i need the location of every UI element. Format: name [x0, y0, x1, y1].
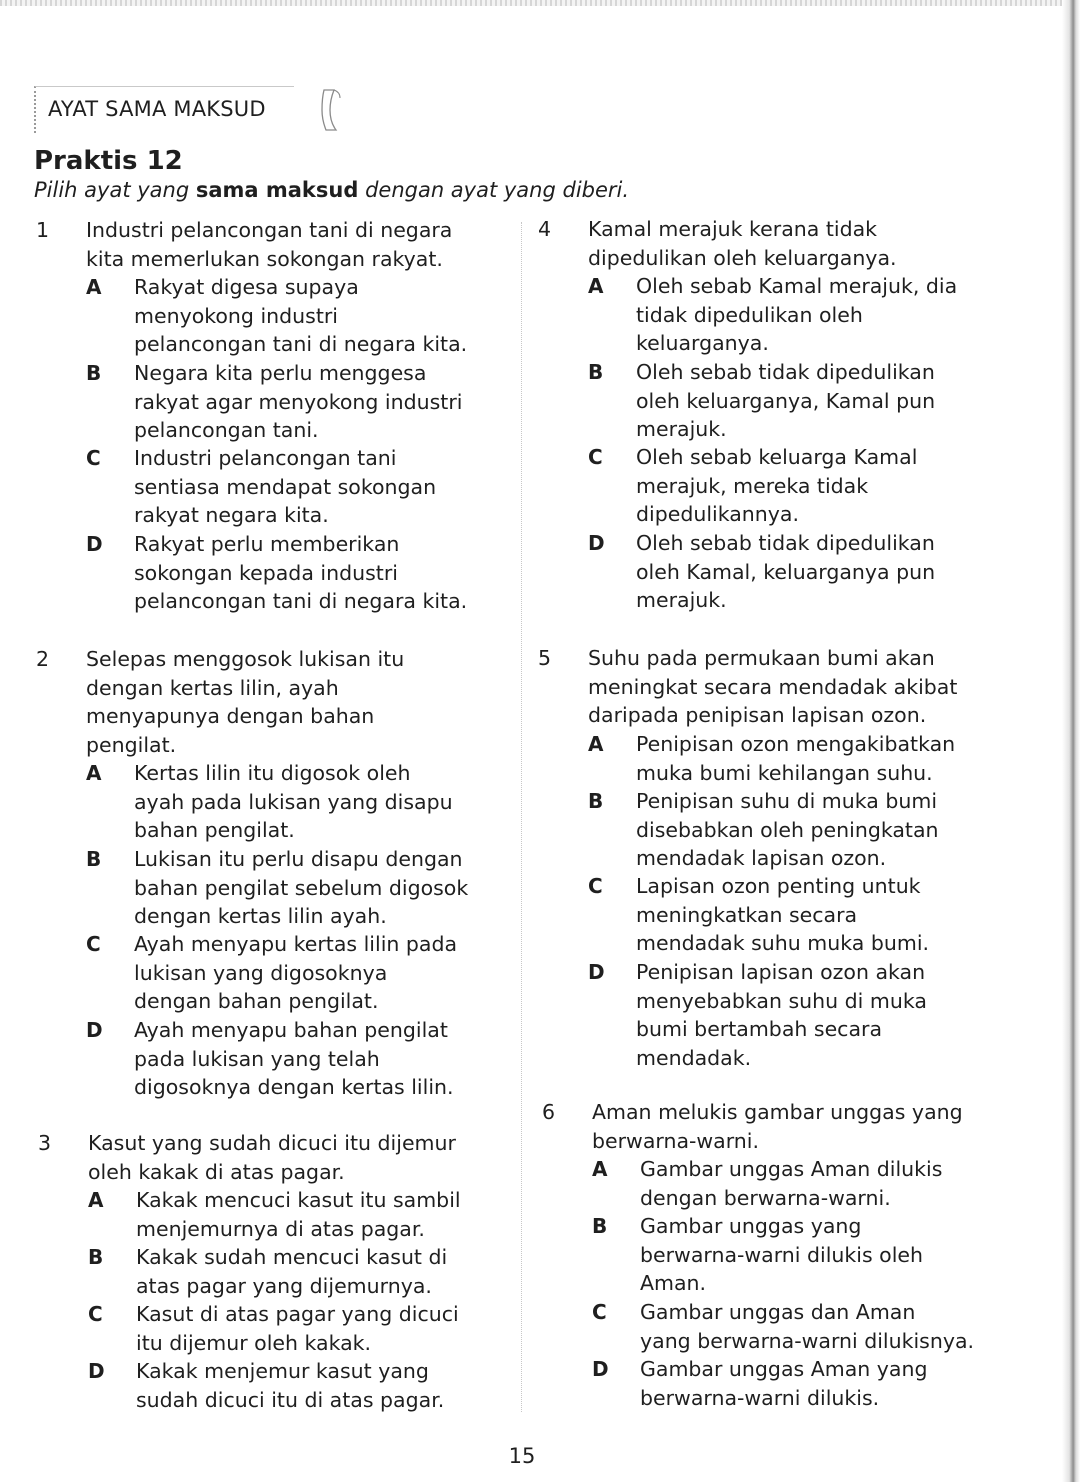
question-number: 3: [38, 1131, 52, 1155]
option-text: [134, 1016, 454, 1102]
stem-line: dipedulikan oleh keluarganya.: [588, 245, 897, 270]
option-line: mendadak.: [636, 1045, 752, 1070]
question-number: 6: [542, 1100, 556, 1124]
stem-line: menyapunya dengan bahan: [86, 704, 375, 728]
option-line: ayah pada lukisan yang disapu: [134, 789, 453, 814]
practice-title: Praktis 12: [34, 146, 183, 176]
option-line: Oleh sebab Kamal merajuk, dia: [636, 274, 958, 298]
option-line: Rakyat digesa supaya: [134, 275, 359, 299]
option-text: [136, 1300, 459, 1357]
option-line: berwarna-warni dilukis oleh: [640, 1242, 924, 1267]
option-line: bumi bertambah secara: [636, 1017, 883, 1041]
option-line: pelancongan tani.: [134, 418, 319, 442]
option-letter: C: [588, 874, 603, 898]
stem-line: berwarna-warni.: [592, 1128, 760, 1153]
option-letter: A: [88, 1188, 104, 1212]
option-text: [636, 787, 939, 873]
stem-line: Suhu pada permukaan bumi akan: [588, 646, 935, 670]
option-letter: B: [86, 847, 102, 871]
option-line: Ayah menyapu bahan pengilat: [134, 1018, 448, 1042]
option-text: [134, 759, 453, 845]
option-letter: A: [588, 274, 604, 298]
option-line: menjemurnya di atas pagar.: [136, 1216, 425, 1241]
option-text: [134, 444, 436, 530]
option-line: Oleh sebab keluarga Kamal: [636, 445, 918, 469]
option-text: [636, 958, 927, 1072]
option-letter: B: [86, 361, 102, 385]
option-text: [636, 529, 935, 615]
option-letter: D: [588, 531, 605, 555]
option-text: [636, 358, 935, 444]
option-line: oleh keluarganya, Kamal pun: [636, 388, 936, 413]
option-text: [136, 1243, 447, 1300]
option-text: [134, 273, 467, 359]
page-number: 15: [508, 1444, 536, 1468]
question-number: 2: [36, 647, 50, 671]
stem-line: pengilat.: [86, 732, 177, 757]
question-number: 5: [538, 646, 552, 670]
option-line: Lukisan itu perlu disapu dengan: [134, 847, 463, 871]
option-text: [640, 1355, 927, 1412]
option-line: Penipisan lapisan ozon akan: [636, 960, 926, 984]
option-line: yang berwarna-warni dilukisnya.: [640, 1328, 975, 1353]
option-line: Industri pelancongan tani: [134, 446, 397, 470]
section-title: AYAT SAMA MAKSUD: [48, 97, 266, 121]
option-line: Kertas lilin itu digosok oleh: [134, 761, 411, 785]
option-line: atas pagar yang dijemurnya.: [136, 1273, 432, 1298]
question-number: 4: [538, 217, 552, 241]
option-line: dengan berwarna-warni.: [640, 1185, 891, 1210]
stem-line: Selepas menggosok lukisan itu: [86, 647, 405, 671]
instruction-part: Pilih ayat yang: [34, 178, 196, 202]
option-line: menyebabkan suhu di muka: [636, 988, 927, 1013]
option-line: merajuk, mereka tidak: [636, 473, 869, 498]
option-text: [134, 530, 467, 616]
option-text: [640, 1212, 923, 1298]
question-stem: [592, 1098, 963, 1155]
option-letter: A: [86, 761, 102, 785]
question-stem: [86, 216, 452, 273]
option-line: pelancongan tani di negara kita.: [134, 332, 468, 356]
option-line: Oleh sebab tidak dipedulikan: [636, 360, 935, 384]
option-line: pada lukisan yang telah: [134, 1046, 380, 1071]
question-stem: [86, 645, 404, 759]
option-line: pelancongan tani di negara kita.: [134, 589, 468, 613]
option-line: keluarganya.: [636, 331, 769, 355]
instruction: [34, 178, 629, 202]
option-letter: B: [588, 360, 604, 384]
option-line: berwarna-warni dilukis.: [640, 1385, 880, 1410]
option-letter: D: [588, 960, 605, 984]
option-letter: B: [588, 789, 604, 813]
option-line: muka bumi kehilangan suhu.: [636, 760, 933, 785]
stem-line: oleh kakak di atas pagar.: [88, 1159, 345, 1184]
instruction-emphasis: sama maksud: [195, 178, 359, 202]
option-letter: C: [592, 1300, 607, 1324]
question-stem: [588, 644, 957, 730]
option-line: mendadak suhu muka bumi.: [636, 931, 930, 955]
option-line: Penipisan suhu di muka bumi: [636, 789, 938, 813]
page-top-edge: [0, 0, 1080, 6]
option-line: tidak dipedulikan oleh: [636, 302, 863, 327]
option-letter: D: [592, 1357, 609, 1381]
option-line: menyokong industri: [134, 303, 338, 328]
option-line: Rakyat perlu memberikan: [134, 532, 400, 556]
stem-line: daripada penipisan lapisan ozon.: [588, 703, 927, 727]
column-divider: [521, 222, 522, 1412]
option-line: Ayah menyapu kertas lilin pada: [134, 932, 458, 956]
question-number: 1: [36, 218, 50, 242]
stem-line: Kamal merajuk kerana tidak: [588, 217, 878, 241]
question-stem: [88, 1129, 456, 1186]
option-text: [636, 272, 957, 358]
option-line: disebabkan oleh peningkatan: [636, 817, 939, 842]
option-letter: C: [86, 446, 101, 470]
option-text: [640, 1155, 942, 1212]
option-text: [134, 845, 468, 931]
stem-line: dengan kertas lilin, ayah: [86, 675, 339, 700]
option-line: Penipisan ozon mengakibatkan: [636, 732, 956, 756]
option-line: rakyat negara kita.: [134, 503, 329, 527]
option-letter: C: [588, 445, 603, 469]
option-letter: A: [588, 732, 604, 756]
option-line: Gambar unggas Aman yang: [640, 1357, 928, 1381]
option-text: [640, 1298, 974, 1355]
option-line: dipedulikannya.: [636, 502, 799, 526]
option-line: Oleh sebab tidak dipedulikan: [636, 531, 935, 555]
option-line: Kakak menjemur kasut yang: [136, 1359, 429, 1383]
stem-line: Kasut yang sudah dicuci itu dijemur: [88, 1131, 456, 1155]
option-line: meningkatkan secara: [636, 902, 858, 927]
option-text: [134, 359, 462, 445]
option-letter: B: [592, 1214, 608, 1238]
option-line: sentiasa mendapat sokongan: [134, 474, 437, 499]
option-line: Kakak mencuci kasut itu sambil: [136, 1188, 461, 1212]
option-line: Aman.: [640, 1271, 707, 1295]
option-line: Negara kita perlu menggesa: [134, 361, 427, 385]
question-stem: [588, 215, 897, 272]
option-line: sudah dicuci itu di atas pagar.: [136, 1387, 445, 1412]
option-letter: D: [88, 1359, 105, 1383]
option-letter: A: [592, 1157, 608, 1181]
stem-line: Aman melukis gambar unggas yang: [592, 1100, 963, 1124]
option-text: [134, 930, 457, 1016]
option-line: digosoknya dengan kertas lilin.: [134, 1075, 454, 1099]
book-binding-edge: [1062, 0, 1080, 1482]
option-text: [636, 872, 929, 958]
option-line: rakyat agar menyokong industri: [134, 389, 463, 414]
stem-line: kita memerlukan sokongan rakyat.: [86, 246, 443, 271]
option-line: sokongan kepada industri: [134, 560, 398, 585]
stem-line: meningkat secara mendadak akibat: [588, 674, 958, 699]
option-letter: A: [86, 275, 102, 299]
option-text: [136, 1186, 461, 1243]
option-line: Lapisan ozon penting untuk: [636, 874, 921, 898]
option-line: lukisan yang digosoknya: [134, 960, 388, 985]
stem-line: Industri pelancongan tani di negara: [86, 218, 453, 242]
option-letter: C: [88, 1302, 103, 1326]
option-line: bahan pengilat.: [134, 818, 295, 842]
option-line: Gambar unggas Aman dilukis: [640, 1157, 943, 1181]
option-text: [636, 443, 917, 529]
option-line: Kakak sudah mencuci kasut di: [136, 1245, 448, 1269]
option-line: dengan kertas lilin ayah.: [134, 904, 387, 928]
option-line: Gambar unggas yang: [640, 1214, 862, 1238]
option-letter: D: [86, 532, 103, 556]
option-line: itu dijemur oleh kakak.: [136, 1330, 372, 1355]
section-tab: [34, 86, 310, 134]
option-line: mendadak lapisan ozon.: [636, 846, 887, 870]
option-letter: D: [86, 1018, 103, 1042]
option-line: dengan bahan pengilat.: [134, 989, 379, 1013]
instruction-part: dengan ayat yang diberi.: [358, 178, 630, 202]
option-line: Gambar unggas dan Aman: [640, 1300, 916, 1324]
option-letter: B: [88, 1245, 104, 1269]
option-line: Kasut di atas pagar yang dicuci: [136, 1302, 459, 1326]
option-line: merajuk.: [636, 588, 727, 612]
scroll-decoration-icon: [320, 86, 348, 134]
option-line: bahan pengilat sebelum digosok: [134, 875, 469, 900]
option-line: merajuk.: [636, 417, 727, 441]
option-line: oleh Kamal, keluarganya pun: [636, 559, 936, 584]
option-letter: C: [86, 932, 101, 956]
option-text: [136, 1357, 444, 1414]
option-text: [636, 730, 955, 787]
